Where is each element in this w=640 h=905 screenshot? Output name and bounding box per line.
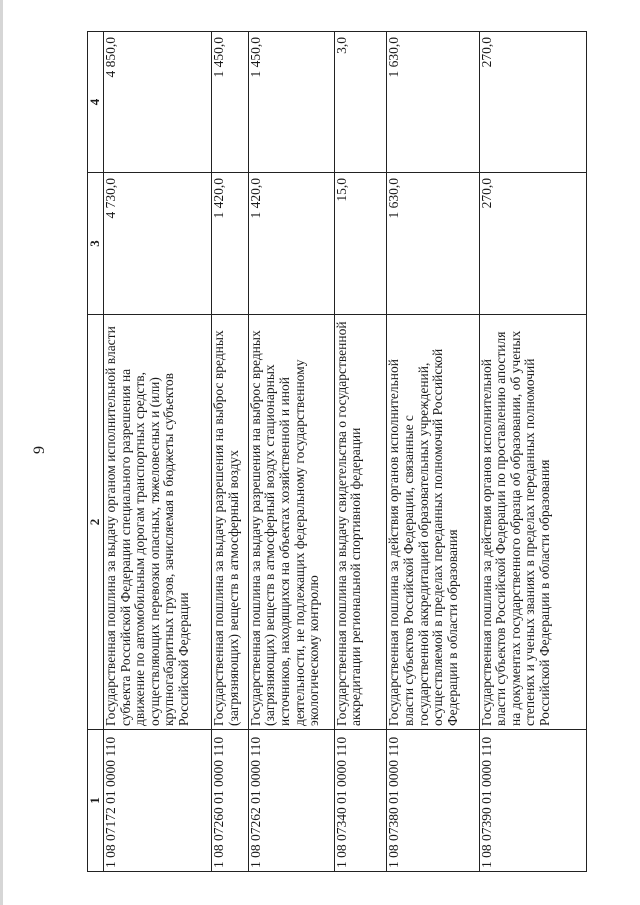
column-header-2: 2 bbox=[88, 315, 104, 730]
description-cell: Государственная пошлина за выдачу свидетельства о государственной аккредитации региональной спортивной федерации bbox=[334, 315, 387, 730]
value-col4-cell: 1 630,0 bbox=[387, 32, 479, 173]
revenue-table bbox=[87, 31, 587, 872]
column-header-1: 1 bbox=[88, 730, 104, 872]
description-cell: Государственная пошлина за выдачу органом исполнительной власти субъекта Российской Федерации специального разрешения на движение по автомобильным дорогам транспортных средств, осуществляющих перевозки опасных, тяжеловесных и (или) крупногабаритных грузов, зачисляемая в бюджеты субъектов Российской Федерации bbox=[104, 315, 212, 730]
description-cell: Государственная пошлина за выдачу разрешения на выброс вредных (загрязняющих) веществ в атмосферный воздух стационарных источников, находящихся на объектах хозяйственной и иной деятельности, не подлежащих федеральному государственному экологическому контролю bbox=[248, 315, 334, 730]
value-col4-cell: 270,0 bbox=[479, 32, 586, 173]
value-col4-cell: 4 850,0 bbox=[104, 32, 212, 173]
value-col3-cell: 1 630,0 bbox=[387, 173, 479, 315]
value-col4-cell: 3,0 bbox=[334, 32, 387, 173]
header-row bbox=[88, 32, 104, 872]
page-number: 9 bbox=[31, 446, 48, 454]
column-header-3: 3 bbox=[88, 173, 104, 315]
table-row bbox=[387, 32, 479, 872]
value-col3-cell: 270,0 bbox=[479, 173, 586, 315]
budget-code-cell: 1 08 07172 01 0000 110 bbox=[104, 730, 212, 872]
column-header-4: 4 bbox=[88, 32, 104, 173]
table-row bbox=[104, 32, 212, 872]
description-cell: Государственная пошлина за выдачу разрешения на выброс вредных (загрязняющих) веществ в атмосферный воздух bbox=[212, 315, 248, 730]
table-row bbox=[248, 32, 334, 872]
value-col3-cell: 4 730,0 bbox=[104, 173, 212, 315]
value-col4-cell: 1 450,0 bbox=[212, 32, 248, 173]
table-row bbox=[334, 32, 387, 872]
table-row bbox=[212, 32, 248, 872]
table-row bbox=[479, 32, 586, 872]
value-col3-cell: 1 420,0 bbox=[248, 173, 334, 315]
budget-code-cell: 1 08 07260 01 0000 110 bbox=[212, 730, 248, 872]
budget-code-cell: 1 08 07380 01 0000 110 bbox=[387, 730, 479, 872]
rotated-table-container bbox=[87, 32, 587, 872]
value-col3-cell: 1 420,0 bbox=[212, 173, 248, 315]
description-cell: Государственная пошлина за действия органов исполнительной власти субъектов Российской Федерации по проставлению апостиля на документах государственного образца об образовании, об ученых степенях и ученых званиях в пределах переданных полномочий Российской Федерации в области образования bbox=[479, 315, 586, 730]
budget-code-cell: 1 08 07262 01 0000 110 bbox=[248, 730, 334, 872]
budget-code-cell: 1 08 07390 01 0000 110 bbox=[479, 730, 586, 872]
value-col3-cell: 15,0 bbox=[334, 173, 387, 315]
value-col4-cell: 1 450,0 bbox=[248, 32, 334, 173]
description-cell: Государственная пошлина за действия органов исполнительной власти субъектов Российской Федерации, связанные с государственной аккредитацией образовательных учреждений, осуществляемой в пределах переданных полномочий Российской Федерации в области образования bbox=[387, 315, 479, 730]
scan-edge bbox=[0, 0, 3, 905]
budget-code-cell: 1 08 07340 01 0000 110 bbox=[334, 730, 387, 872]
